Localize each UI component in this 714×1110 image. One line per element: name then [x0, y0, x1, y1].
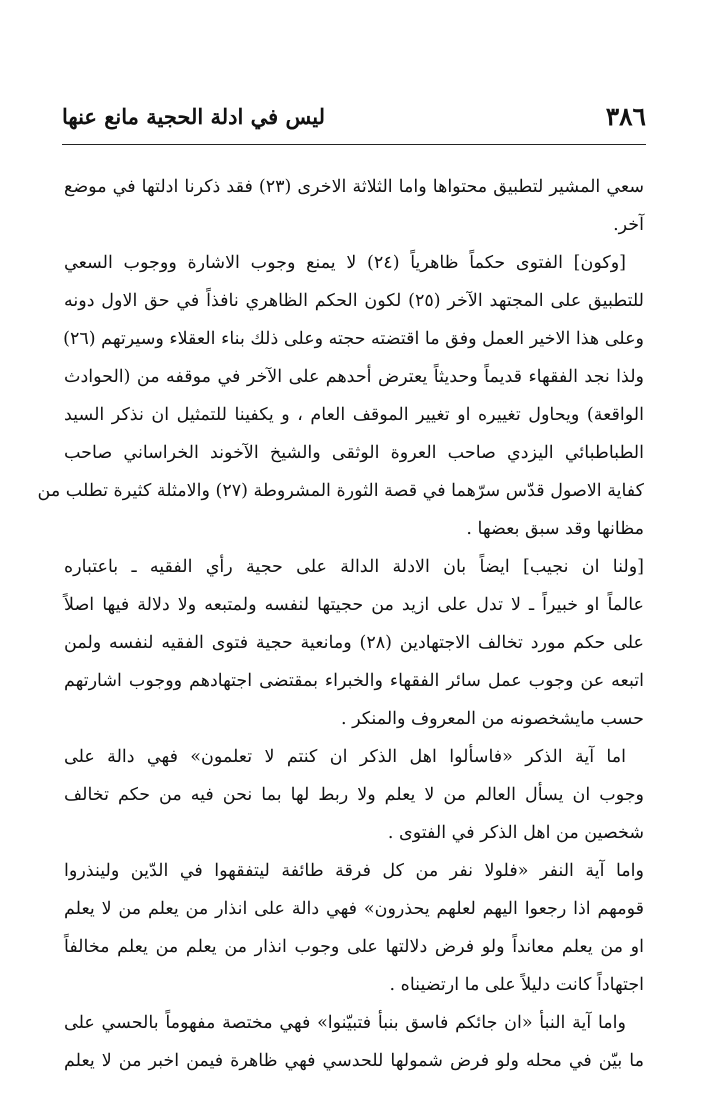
text-line: اجتهاداً كانت دليلاً على ما ارتضيناه . [389, 975, 644, 995]
text-line: [وكون] الفتوى حكماً ظاهرياً (٢٤) لا يمنع وجوب الاشارة ووجوب السعي [64, 253, 626, 273]
text-line: على حكم مورد تخالف الاجتهادين (٢٨) ومانعية حجية فتوى الفقيه لنفسه ولمن [64, 633, 644, 653]
running-title: ليس في ادلة الحجية مانع عنها [62, 104, 326, 129]
text-line: آخر. [613, 215, 644, 235]
text-line: عالماً او خبيراً ـ لا تدل على ازيد من حجيتها لنفسه ولمتبعه ولا دلالة فيها اصلاً [64, 595, 644, 615]
text-line: وجوب ان يسأل العالم من لا يعلم ولا ربط لها بما نحن فيه من حكم تخالف [64, 785, 644, 805]
text-line: او من يعلم معانداً ولو فرض دلالتها على وجوب انذار من يعلم من يعلم مخالفاً [64, 937, 644, 957]
text-line: اما آية الذكر «فاسألوا اهل الذكر ان كنتم لا تعلمون» فهي دالة على [64, 747, 626, 767]
text-line: كفاية الاصول قدّس سرّهما في قصة الثورة المشروطة (٢٧) والامثلة كثيرة تطلب من [37, 481, 644, 501]
text-line: مظانها وقد سبق بعضها . [466, 519, 644, 539]
text-line: حسب مايشخصونه من المعروف والمنكر . [340, 709, 644, 729]
text-line: [ولنا ان نجيب] ايضاً بان الادلة الدالة على حجية رأي الفقيه ـ باعتباره [64, 557, 644, 577]
text-line: شخصين من اهل الذكر في الفتوى . [387, 823, 644, 843]
text-line: الواقعة) ويحاول تغييره او تغيير الموقف العام ، و يكفينا للتمثيل ان نذكر السيد [64, 405, 644, 425]
text-line: واما آية النبأ «ان جائكم فاسق بنبأ فتبيّنوا» فهي مختصة مفهوماً بالحسي على [64, 1013, 626, 1033]
text-line: ما بيّن في محله ولو فرض شمولها للحدسي فهي ظاهرة فيمن اخبر من لا يعلم [64, 1051, 644, 1071]
text-line: للتطبيق على المجتهد الآخر (٢٥) لكون الحكم الظاهري نافذاً في حق الاول دونه [64, 291, 645, 311]
text-line: واما آية النفر «فلولا نفر من كل فرقة طائفة ليتفقهوا في الدّين ولينذروا [64, 861, 644, 881]
text-line: اتبعه عن وجوب عمل سائر الفقهاء والخبراء بمقتضى اجتهادهم ووجوب اشارتهم [64, 671, 644, 691]
page-number: ٣٨٦ [605, 102, 646, 131]
text-line: ولذا نجد الفقهاء قديماً وحديثاً يعترض أحدهم على الآخر في موقفه من (الحوادث [64, 367, 644, 387]
text-line: سعي المشير لتطبيق محتواها واما الثلاثة الاخرى (٢٣) فقد ذكرنا ادلتها في موضع [64, 177, 645, 197]
body-text [37, 168, 645, 1080]
text-line: الطباطبائي اليزدي صاحب العروة الوثقى والشيخ الآخوند الخراساني صاحب [64, 443, 644, 463]
text-line: قومهم اذا رجعوا اليهم لعلهم يحذرون» فهي دالة على انذار من يعلم من لا يعلم [64, 899, 644, 919]
page-header [62, 96, 646, 145]
text-line: وعلى هذا الاخير العمل وفق ما اقتضته حجته وعلى ذلك بناء العقلاء وسيرتهم (٢٦) [63, 329, 644, 349]
